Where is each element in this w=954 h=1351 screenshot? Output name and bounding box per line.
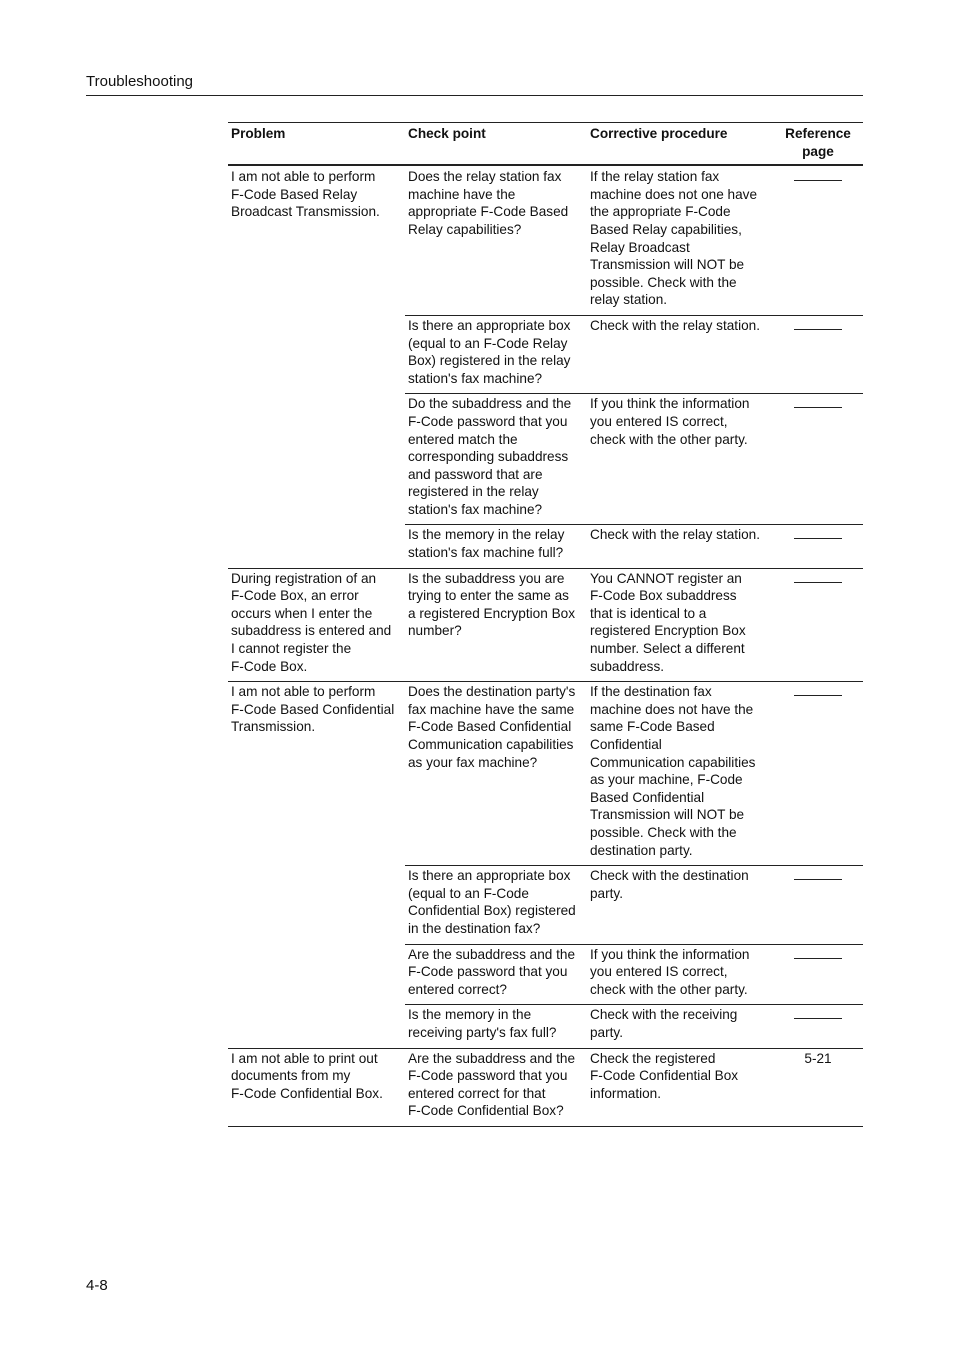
corrective-procedure-cell: If the relay station fax machine does not one have the appropriate F-Code Based Relay capabilities, Relay Broadcast Transmission will NOT be possible. Check with the relay station. — [590, 169, 758, 308]
reference-page-cell — [773, 315, 863, 393]
reference-page-cell — [773, 394, 863, 525]
reference-page-cell — [773, 1048, 863, 1126]
check-point-cell: Are the subaddress and the F-Code password that you entered correct for that F-Code Confidential Box? — [405, 1048, 587, 1126]
reference-page-cell — [773, 165, 863, 315]
check-point-cell: Does the destination party's fax machine have the same F-Code Based Confidential Communication capabilities as your fax machine? — [405, 682, 587, 866]
corrective-procedure-cell: Check with the relay station. — [587, 525, 773, 568]
table-body — [228, 165, 863, 1126]
table-row — [228, 165, 863, 315]
reference-page-cell — [773, 866, 863, 944]
reference-blank-line — [794, 172, 842, 181]
table-row — [228, 1048, 863, 1126]
table-row — [228, 568, 863, 682]
corrective-procedure-cell: Check with the relay station. — [587, 315, 773, 393]
column-header-check-point: Check point — [405, 123, 587, 166]
check-point-cell: Is the memory in the receiving party's fax full? — [405, 1005, 587, 1048]
reference-blank-line — [794, 687, 842, 696]
table-row — [228, 682, 863, 866]
problem-cell: I am not able to perform F-Code Based Confidential Transmission. — [228, 682, 405, 1048]
section-title: Troubleshooting — [86, 73, 194, 90]
corrective-procedure-cell: You CANNOT register an F-Code Box subaddress that is identical to a registered Encryption Box number. Select a different subaddress. — [587, 568, 773, 682]
reference-blank-line — [794, 321, 842, 330]
corrective-procedure-cell: Check with the destination party. — [587, 866, 773, 944]
header-rule — [86, 95, 863, 96]
problem-cell: During registration of an F-Code Box, an error occurs when I enter the subaddress is entered and I cannot register the F-Code Box. — [228, 568, 405, 682]
check-point-cell: Is the subaddress you are trying to enter the same as a registered Encryption Box number? — [405, 568, 587, 682]
reference-page-number: 5-21 — [804, 1050, 832, 1066]
reference-page-cell — [773, 568, 863, 682]
corrective-procedure-cell: If the destination fax machine does not have the same F-Code Based Confidential Communication capabilities as your machine, F-Code Based Confidential Transmission will NOT be possible. Check with the destination party. — [587, 682, 773, 866]
reference-page-cell — [773, 525, 863, 568]
check-point-cell: Is the memory in the relay station's fax machine full? — [405, 525, 587, 568]
column-header-corrective-procedure: Corrective procedure — [587, 123, 773, 166]
column-header-problem: Problem — [228, 123, 405, 166]
page-number: 4-8 — [86, 1277, 108, 1294]
column-header-reference-page: Reference page — [773, 123, 863, 166]
corrective-procedure-cell: If you think the information you entered IS correct, check with the other party. — [587, 394, 773, 525]
reference-page-cell — [773, 1005, 863, 1048]
corrective-procedure-cell: Check the registered F-Code Confidential Box information. — [587, 1048, 773, 1126]
reference-blank-line — [794, 871, 842, 880]
check-point-cell: Is there an appropriate box (equal to an F-Code Relay Box) registered in the relay station's fax machine? — [405, 315, 587, 393]
reference-page-cell — [773, 944, 863, 1005]
check-point-cell: Do the subaddress and the F-Code password that you entered match the corresponding subaddress and password that are registered in the relay station's fax machine? — [405, 394, 587, 525]
check-point-cell: Are the subaddress and the F-Code password that you entered correct? — [405, 944, 587, 1005]
reference-page-cell — [773, 682, 863, 866]
reference-blank-line — [794, 530, 842, 539]
table-header-row — [228, 123, 863, 166]
reference-blank-line — [794, 950, 842, 959]
reference-blank-line — [794, 399, 842, 408]
reference-blank-line — [794, 1010, 842, 1019]
check-point-cell: Is there an appropriate box (equal to an F-Code Confidential Box) registered in the destination fax? — [405, 866, 587, 944]
troubleshooting-table — [228, 122, 863, 1127]
check-point-cell: Does the relay station fax machine have the appropriate F-Code Based Relay capabilities? — [408, 169, 569, 237]
problem-cell: I am not able to perform F-Code Based Relay Broadcast Transmission. — [231, 169, 380, 220]
reference-blank-line — [794, 574, 842, 583]
corrective-procedure-cell: If you think the information you entered IS correct, check with the other party. — [587, 944, 773, 1005]
problem-cell: I am not able to print out documents from my F-Code Confidential Box. — [228, 1048, 405, 1126]
corrective-procedure-cell: Check with the receiving party. — [587, 1005, 773, 1048]
